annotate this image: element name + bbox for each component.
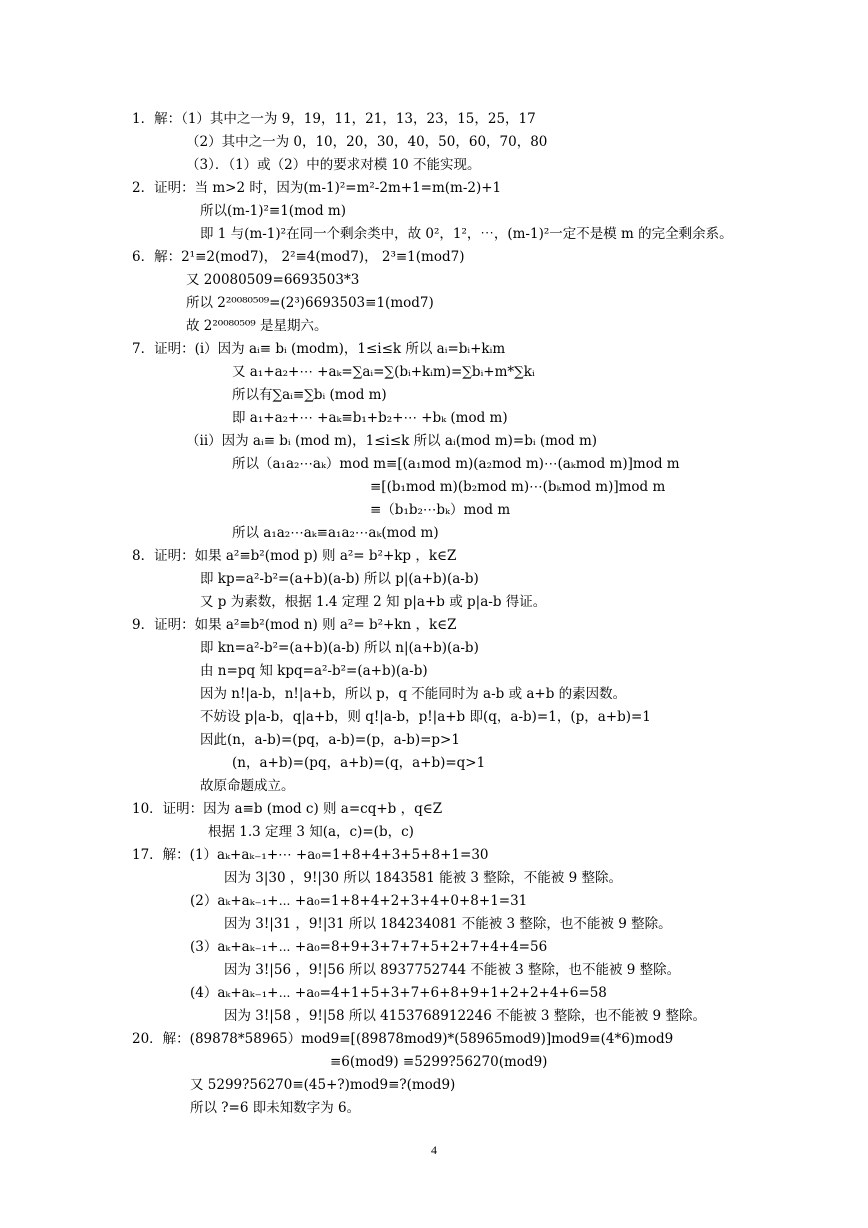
text-line: 8．证明：如果 a²≡b²(mod p) 则 a²= b²+kp ，k∈Z [132, 548, 457, 564]
text-line: （3）．（1）或（2）中的要求对模 10 不能实现。 [186, 157, 481, 173]
text-line: 又 p 为素数，根据 1.4 定理 2 知 p|a+b 或 p|a-b 得证。 [200, 594, 547, 610]
text-line: 因此(n，a-b)=(pq，a-b)=(p，a-b)=p>1 [200, 732, 460, 748]
text-line: 所以 2²⁰⁰⁸⁰⁵⁰⁹=(2³)6693503≡1(mod7) [186, 295, 434, 311]
text-line: 因为 n!|a-b，n!|a+b，所以 p，q 不能同时为 a-b 或 a+b 的素因数。 [200, 686, 627, 702]
text-line: ≡[(b₁mod m)(b₂mod m)⋯(bₖmod m)]mod m [370, 479, 666, 495]
text-line: (3）aₖ+aₖ₋₁+⋯ +a₀=8+9+3+7+7+5+2+7+4+4=56 [190, 939, 548, 955]
text-line: 因为 3!|31 ，9!|31 所以 184234081 不能被 3 整除，也不能被 9 整除。 [224, 916, 672, 932]
text-line: 即 kn=a²-b²=(a+b)(a-b) 所以 n|(a+b)(a-b) [200, 640, 479, 656]
text-line: 1．解：（1）其中之一为 9，19，11，21，13，23，15，25，17 [132, 111, 536, 127]
text-line: (2）aₖ+aₖ₋₁+⋯ +a₀=1+8+4+2+3+4+0+8+1=31 [190, 893, 528, 909]
text-line: 因为 3!|58 ，9!|58 所以 4153768912246 不能被 3 整除，也不能被 9 整除。 [224, 1008, 706, 1024]
text-line: 所以 a₁a₂⋯aₖ≡a₁a₂⋯aₖ(mod m) [232, 525, 439, 541]
text-line: 20．解：(89878*58965）mod9≡[(89878mod9)*(58965mod9)]mod9≡(4*6)mod9 [132, 1031, 674, 1047]
text-line: 6．解：2¹≡2(mod7)， 2²≡4(mod7)， 2³≡1(mod7) [132, 249, 465, 265]
text-line: 所以(m-1)²≡1(mod m) [200, 203, 346, 219]
text-line: 根据 1.3 定理 3 知(a，c)=(b，c) [208, 824, 414, 840]
text-line: 所以有∑aᵢ≡∑bᵢ (mod m) [232, 387, 387, 403]
text-line: 即 kp=a²-b²=(a+b)(a-b) 所以 p|(a+b)(a-b) [200, 571, 479, 587]
text-line: 17．解：(1）aₖ+aₖ₋₁+⋯ +a₀=1+8+4+3+5+8+1=30 [132, 847, 489, 863]
text-line: 2．证明：当 m>2 时，因为(m-1)²=m²-2m+1=m(m-2)+1 [132, 180, 502, 196]
text-line: 7．证明：(i）因为 aᵢ≡ bᵢ (modm)，1≤i≤k 所以 aᵢ=bᵢ+kᵢm [132, 341, 506, 357]
text-line: 9．证明：如果 a²≡b²(mod n) 则 a²= b²+kn ，k∈Z [132, 617, 457, 633]
text-line: 所以（a₁a₂⋯aₖ）mod m≡[(a₁mod m)(a₂mod m)⋯(aₖmod m)]mod m [232, 456, 680, 472]
text-line: 由 n=pq 知 kpq=a²-b²=(a+b)(a-b) [200, 663, 428, 679]
text-line: 又 20080509=6693503*3 [186, 272, 360, 288]
text-line: 又 a₁+a₂+⋯ +aₖ=∑aᵢ=∑(bᵢ+kᵢm)=∑bᵢ+m*∑kᵢ [232, 364, 535, 380]
text-line: 即 1 与(m-1)²在同一个剩余类中，故 0²，1²，⋯，(m-1)²一定不是模 m 的完全剩余系。 [200, 226, 733, 242]
text-line: ≡6(mod9) ≡5299?56270(mod9) [330, 1054, 548, 1070]
page-number: 4 [431, 1143, 437, 1157]
text-line: ≡（b₁b₂⋯bₖ）mod m [370, 502, 511, 518]
text-line: 因为 3|30 ，9!|30 所以 1843581 能被 3 整除，不能被 9 整除。 [224, 870, 622, 886]
text-line: 不妨设 p|a-b，q|a+b，则 q!|a-b，p!|a+b 即(q，a-b)=1，(p，a+b)=1 [200, 709, 651, 725]
text-line: 故原命题成立。 [200, 778, 295, 794]
text-line: 又 5299?56270≡(45+?)mod9≡?(mod9) [190, 1077, 456, 1093]
text-line: 所以 ?=6 即未知数字为 6。 [190, 1100, 361, 1116]
text-line: (n，a+b)=(pq，a+b)=(q，a+b)=q>1 [232, 755, 486, 771]
text-line: （2）其中之一为 0，10，20，30，40，50，60，70，80 [186, 134, 548, 150]
text-line: (4）aₖ+aₖ₋₁+⋯ +a₀=4+1+5+3+7+6+8+9+1+2+2+4+6=58 [190, 985, 607, 1001]
text-line: 因为 3!|56 ，9!|56 所以 8937752744 不能被 3 整除，也不能被 9 整除。 [224, 962, 681, 978]
text-line: 即 a₁+a₂+⋯ +aₖ≡b₁+b₂+⋯ +bₖ (mod m) [232, 410, 508, 426]
text-line: 故 2²⁰⁰⁸⁰⁵⁰⁹ 是星期六。 [186, 318, 328, 334]
text-line: （ii）因为 aᵢ≡ bᵢ (mod m)，1≤i≤k 所以 aᵢ(mod m)=bᵢ (mod m) [186, 433, 598, 449]
text-line: 10．证明：因为 a≡b (mod c) 则 a=cq+b ，q∈Z [132, 801, 443, 817]
